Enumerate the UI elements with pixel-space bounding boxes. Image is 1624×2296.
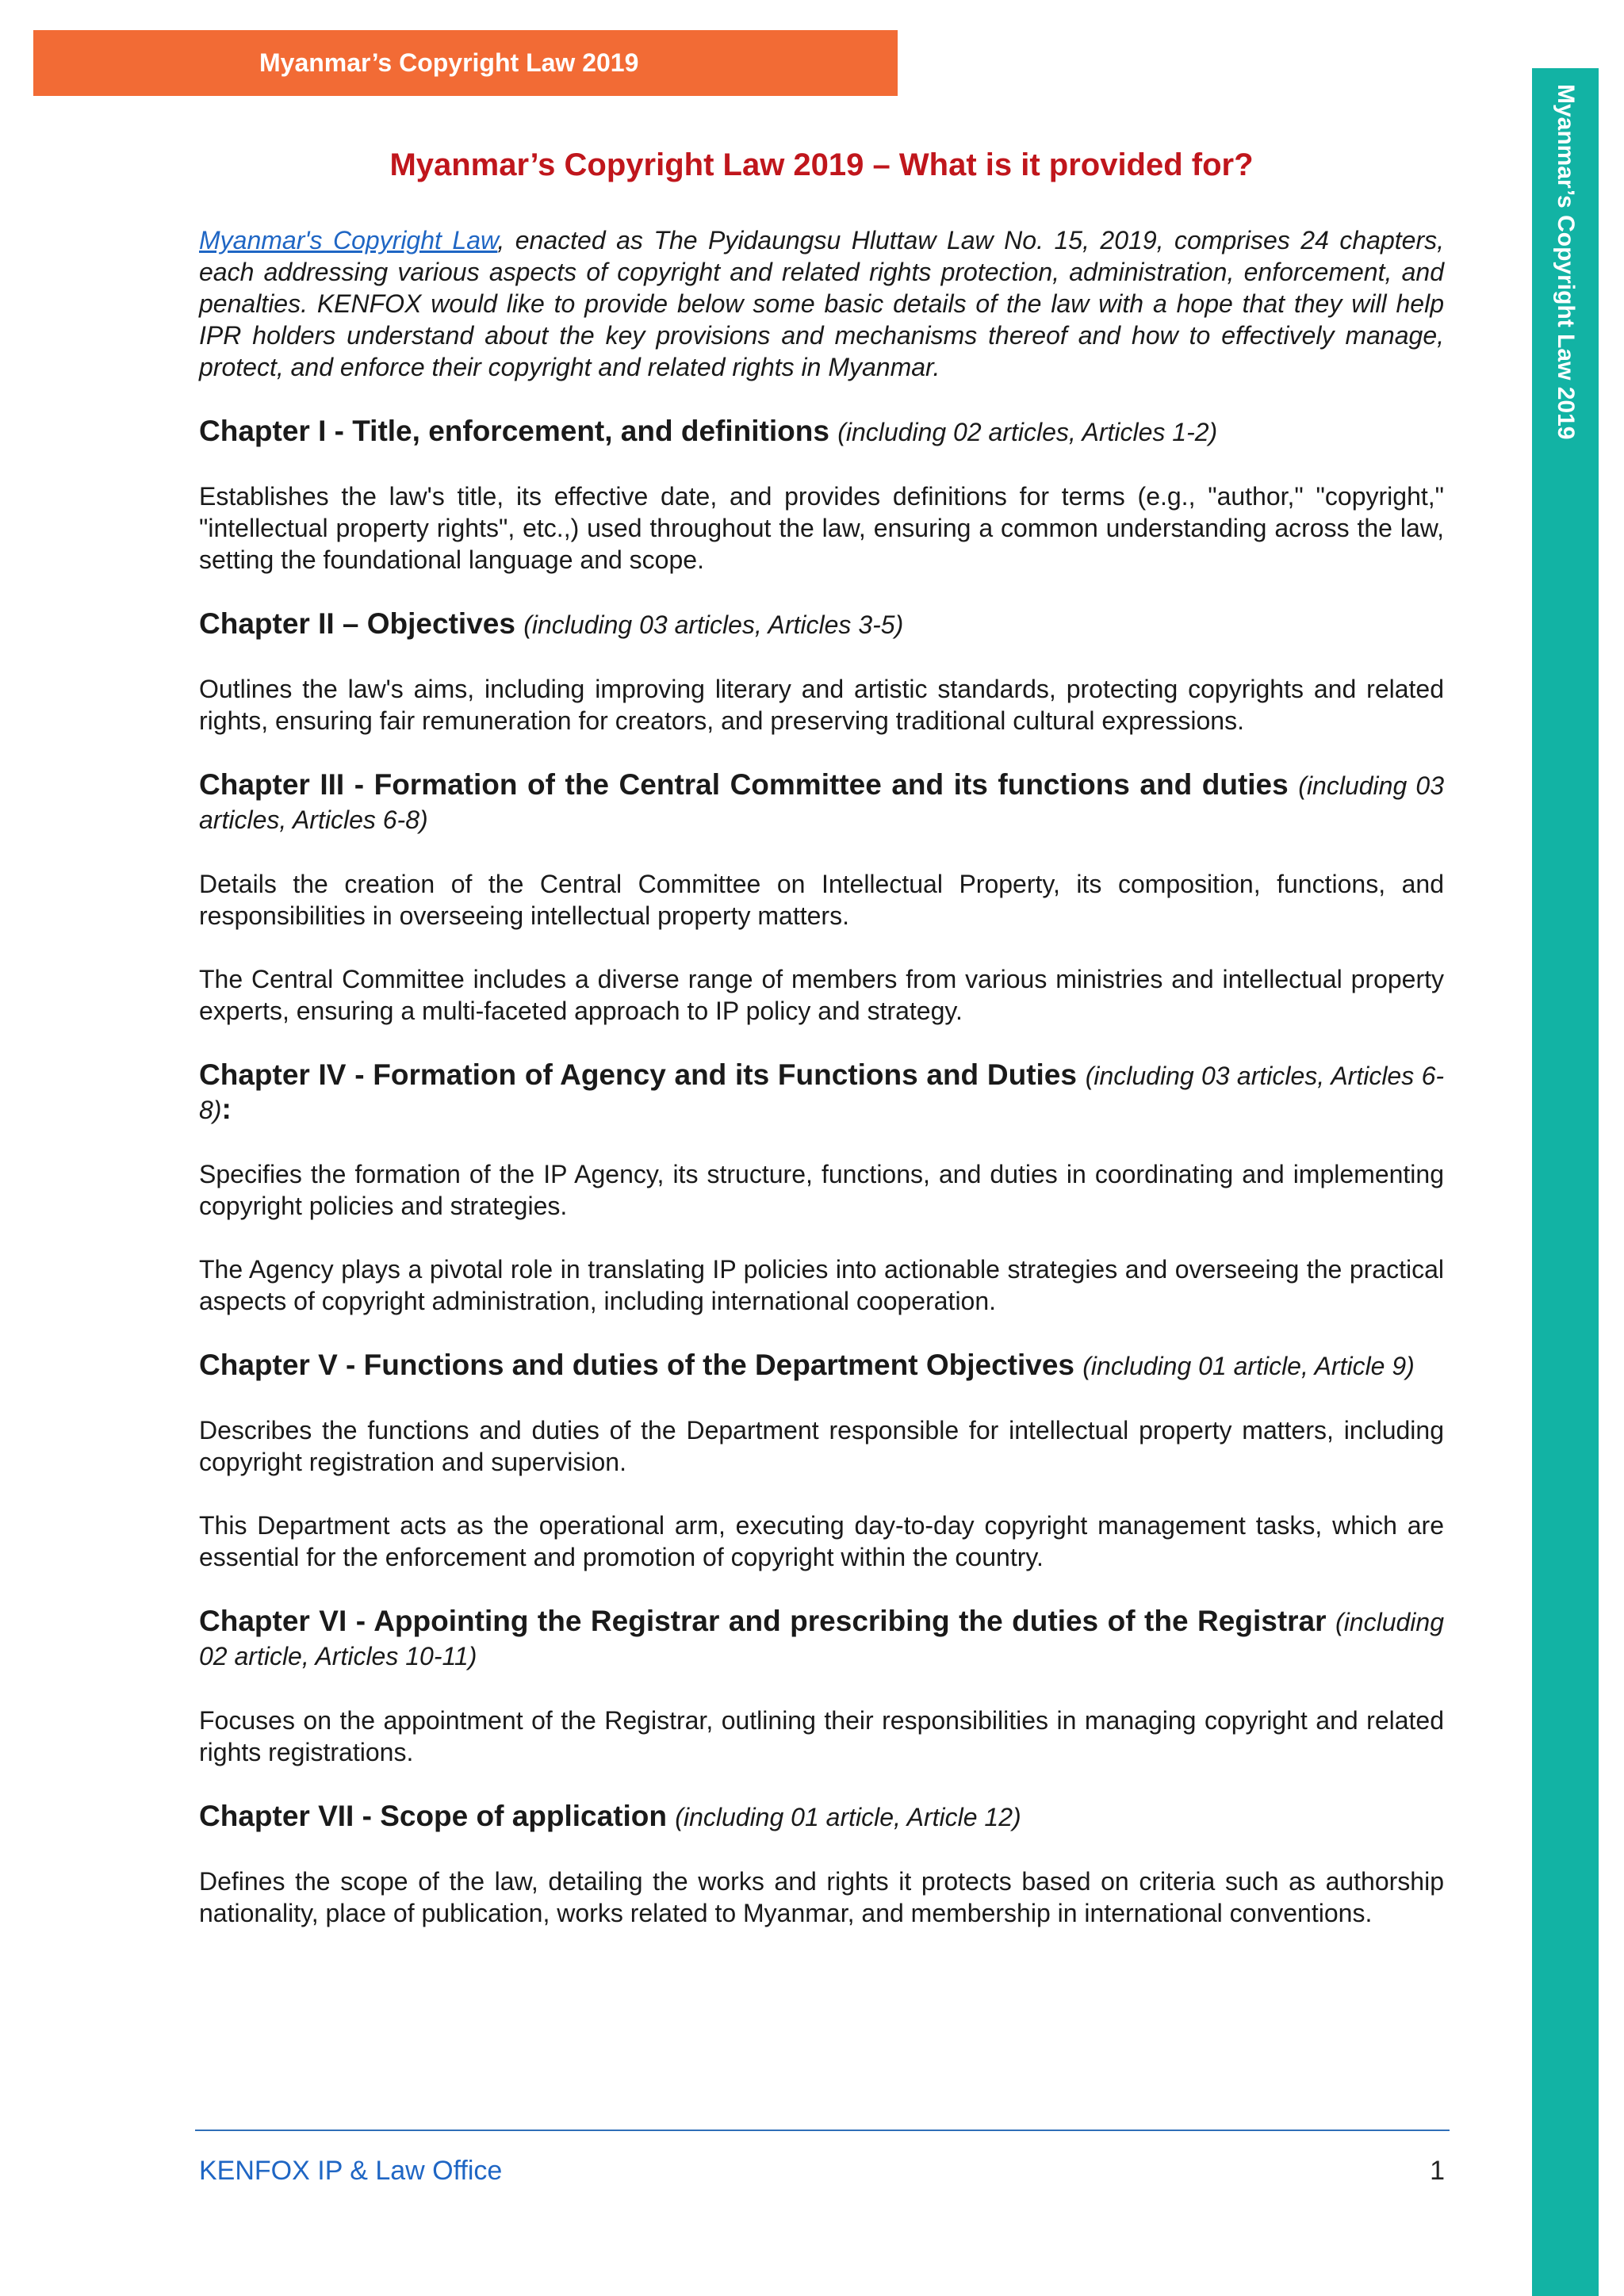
chapter-heading xyxy=(199,607,1444,641)
chapter-note: (including 03 articles, Articles 6-8) xyxy=(199,771,1445,834)
copyright-law-link[interactable]: Myanmar's Copyright Law xyxy=(199,226,498,254)
chapter-heading xyxy=(199,1349,1444,1383)
document-title: Myanmar’s Copyright Law 2019 – What is it provided for? xyxy=(389,147,1254,182)
chapter-note: (including 03 articles, Articles 6-8) xyxy=(199,1062,1445,1124)
chapter-title: Chapter III - Formation of the Central Committee and its functions and duties xyxy=(199,768,1289,801)
chapter-paragraph: Establishes the law's title, its effective date, and provides definitions for terms (e.g., "author," "copyright," "intellectual property rights", etc.,) used throughout the law, ensuring a common understanding across the law, setting the foundational language and scope. xyxy=(199,482,1444,574)
chapter-note: (including 02 articles, Articles 1-2) xyxy=(837,418,1218,446)
chapter-paragraph: Details the creation of the Central Committee on Intellectual Property, its composition, functions, and responsibilities in overseeing intellectual property matters. xyxy=(199,870,1444,930)
chapter-paragraph: Specifies the formation of the IP Agency, its structure, functions, and duties in coordinating and implementing copyright policies and strategies. xyxy=(199,1160,1444,1220)
footer-office-name: KENFOX IP & Law Office xyxy=(199,2156,503,2186)
chapter-note: (including 01 article, Article 9) xyxy=(1082,1352,1415,1380)
side-banner-title: Myanmar’s Copyright Law 2019 xyxy=(1553,84,1579,440)
chapter-title: Chapter V - Functions and duties of the Department Objectives xyxy=(199,1349,1074,1381)
chapter-heading xyxy=(199,415,1444,449)
chapter-paragraph: Defines the scope of the law, detailing the works and rights it protects based on criteria such as authorship nationality, place of publication, works related to Myanmar, and membership in international conventions. xyxy=(199,1867,1444,1927)
chapter-note: (including 03 articles, Articles 3-5) xyxy=(523,610,904,639)
chapter-title: Chapter IV - Formation of Agency and its Functions and Duties xyxy=(199,1058,1077,1091)
chapter-paragraph: The Agency plays a pivotal role in translating IP policies into actionable strategies and overseeing the practical aspects of copyright administration, including international cooperation. xyxy=(199,1255,1444,1315)
chapter-title: Chapter I - Title, enforcement, and definitions xyxy=(199,415,829,447)
chapter-heading xyxy=(199,1800,1444,1834)
chapter-paragraph: Focuses on the appointment of the Registrar, outlining their responsibilities in managing copyright and related rights registrations. xyxy=(199,1706,1444,1766)
chapter-title: Chapter VI - Appointing the Registrar and prescribing the duties of the Registrar xyxy=(199,1605,1327,1637)
document-body xyxy=(199,224,1444,1961)
chapter-note: (including 01 article, Article 12) xyxy=(675,1803,1021,1831)
header-banner-title: Myanmar’s Copyright Law 2019 xyxy=(259,48,639,77)
page-number: 1 xyxy=(1430,2156,1445,2186)
chapter-suffix: : xyxy=(221,1093,232,1125)
intro-text: , enacted as The Pyidaungsu Hluttaw Law No. 15, 2019, comprises 24 chapters, each addressing various aspects of copyright and related rights protection, administration, enforcement, and penalties. KENFOX would like to provide below some basic details of the law with a hope that they will help IPR holders understand about the key provisions and mechanisms thereof and how to effectively manage, protect, and enforce their copyright and related rights in Myanmar. xyxy=(199,226,1445,381)
chapter-paragraph: Describes the functions and duties of the Department responsible for intellectual property matters, including copyright registration and supervision. xyxy=(199,1416,1444,1476)
side-banner xyxy=(1532,68,1599,2296)
chapter-heading xyxy=(199,1058,1444,1127)
intro-paragraph xyxy=(199,224,1444,383)
chapter-heading xyxy=(199,768,1444,836)
chapter-title: Chapter VII - Scope of application xyxy=(199,1800,668,1832)
chapter-heading xyxy=(199,1605,1444,1673)
footer-divider xyxy=(195,2130,1450,2131)
chapter-title: Chapter II – Objectives xyxy=(199,607,515,640)
chapter-paragraph: The Central Committee includes a diverse range of members from various ministries and intellectual property experts, ensuring a multi-faceted approach to IP policy and strategy. xyxy=(199,965,1444,1025)
chapter-note: (including 02 article, Articles 10-11) xyxy=(199,1608,1444,1670)
chapter-paragraph: Outlines the law's aims, including improving literary and artistic standards, protecting copyrights and related rights, ensuring fair remuneration for creators, and preserving traditional cultural expressions. xyxy=(199,675,1444,735)
header-banner xyxy=(33,30,898,96)
chapter-paragraph: This Department acts as the operational arm, executing day-to-day copyright management tasks, which are essential for the enforcement and promotion of copyright within the country. xyxy=(199,1511,1444,1571)
